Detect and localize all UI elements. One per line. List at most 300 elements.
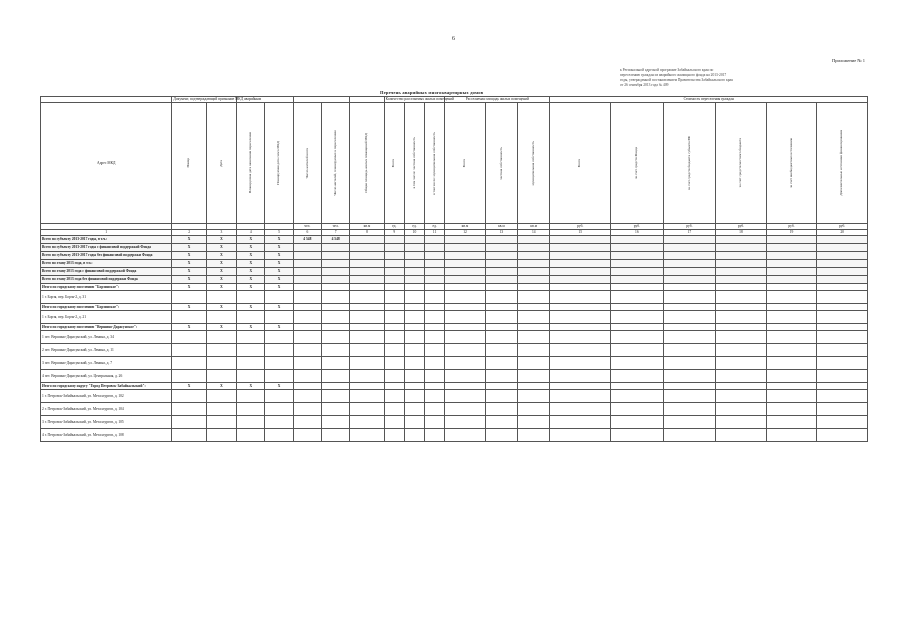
table-cell — [293, 244, 321, 252]
table-cell — [445, 344, 485, 357]
table-cell: X — [237, 268, 265, 276]
approval-line: от 26 сентября 2013 года № 409 — [620, 83, 669, 87]
column-header — [237, 103, 265, 224]
table-cell — [404, 357, 424, 370]
table-cell — [550, 284, 611, 291]
table-cell — [425, 357, 445, 370]
table-row — [41, 311, 868, 324]
row-label: Всего по этапу 2013 года, в т.ч.: — [41, 260, 172, 268]
table-cell — [716, 383, 767, 390]
table-cell — [293, 383, 321, 390]
table-cell — [293, 304, 321, 311]
table-cell — [350, 276, 384, 284]
column-header-label: Планируемая дата окончания переселения — [247, 132, 252, 194]
table-cell — [611, 291, 664, 304]
table-cell — [550, 244, 611, 252]
row-label: Итого по городскому поселению "Вершино-Дарасунское": — [41, 324, 172, 331]
table-cell — [766, 324, 817, 331]
table-cell — [350, 344, 384, 357]
table-cell: X — [206, 236, 236, 244]
table-cell — [716, 324, 767, 331]
table-cell — [663, 244, 716, 252]
table-cell — [425, 268, 445, 276]
table-cell — [445, 260, 485, 268]
table-cell — [766, 416, 817, 429]
table-cell — [766, 291, 817, 304]
summary-row — [41, 324, 868, 331]
unit-cell: руб. — [716, 224, 767, 230]
row-label: 1 г. Петровск-Забайкальский, ул. Металлургов, д. 102 — [41, 390, 172, 403]
table-cell — [518, 390, 550, 403]
index-cell: 11 — [425, 230, 445, 236]
table-cell — [611, 236, 664, 244]
index-cell: 15 — [550, 230, 611, 236]
table-cell — [611, 403, 664, 416]
table-cell — [550, 416, 611, 429]
table-cell: X — [265, 236, 293, 244]
table-cell — [445, 383, 485, 390]
table-cell — [265, 390, 293, 403]
index-cell: 12 — [445, 230, 485, 236]
table-cell — [384, 429, 404, 442]
table-cell — [265, 344, 293, 357]
table-cell — [663, 252, 716, 260]
table-cell — [663, 236, 716, 244]
table-cell — [716, 403, 767, 416]
table-cell — [321, 291, 349, 304]
unit-cell: руб. — [550, 224, 611, 230]
table-cell — [766, 429, 817, 442]
table-cell — [663, 276, 716, 284]
table-cell — [265, 370, 293, 383]
unit-cell: ед. — [404, 224, 424, 230]
table-cell — [817, 403, 868, 416]
table-cell — [550, 357, 611, 370]
table-cell — [265, 331, 293, 344]
table-cell — [716, 244, 767, 252]
table-cell — [550, 403, 611, 416]
table-cell — [766, 284, 817, 291]
unit-cell: ед. — [384, 224, 404, 230]
table-cell — [321, 403, 349, 416]
row-label: 3 пгт. Вершино-Дарасунский, ул. Ленина, д. 7 — [41, 357, 172, 370]
table-cell — [350, 304, 384, 311]
table-cell — [716, 276, 767, 284]
table-cell — [550, 291, 611, 304]
table-cell — [766, 403, 817, 416]
table-cell — [206, 429, 236, 442]
table-cell — [321, 244, 349, 252]
table-cell — [384, 370, 404, 383]
table-row — [41, 370, 868, 383]
table-cell — [321, 390, 349, 403]
table-cell — [172, 416, 206, 429]
table-cell: X — [206, 268, 236, 276]
table-cell — [817, 304, 868, 311]
table-cell — [716, 429, 767, 442]
table-cell — [611, 284, 664, 291]
table-cell — [611, 324, 664, 331]
table-cell — [293, 357, 321, 370]
table-cell — [550, 324, 611, 331]
column-header-label: Число жителей, планируемых к переселению — [332, 130, 337, 196]
table-cell — [518, 236, 550, 244]
table-cell — [766, 383, 817, 390]
table-cell: X — [237, 236, 265, 244]
table-cell — [404, 390, 424, 403]
row-label: Всего по субъекту 2013-2017 годы без финансовой поддержки Фонда — [41, 252, 172, 260]
header-rooms-group: Количество расселяемых жилых помещений — [385, 97, 454, 102]
table-cell — [237, 390, 265, 403]
table-cell — [518, 311, 550, 324]
table-cell — [404, 252, 424, 260]
row-label: Всего по этапу 2013 года без финансовой поддержки Фонда — [41, 276, 172, 284]
table-cell — [293, 390, 321, 403]
row-label: Всего по субъекту 2013-2017 годы с финансовой поддержкой Фонда — [41, 244, 172, 252]
table-cell — [817, 244, 868, 252]
table-cell: X — [237, 284, 265, 291]
table-cell — [716, 268, 767, 276]
table-cell — [350, 260, 384, 268]
unit-cell: чел. — [293, 224, 321, 230]
row-label: 2 г. Петровск-Забайкальский, ул. Металлургов, д. 104 — [41, 403, 172, 416]
column-header-label: Общая площадь жилых помещений МКД — [364, 133, 369, 193]
table-cell — [321, 370, 349, 383]
row-label: 1 г. Борзя, пер. Борзя-2, д. 21 — [41, 311, 172, 324]
index-cell: 6 — [293, 230, 321, 236]
table-cell: X — [237, 324, 265, 331]
table-cell — [425, 291, 445, 304]
table-cell — [350, 268, 384, 276]
table-cell — [445, 403, 485, 416]
table-cell — [663, 311, 716, 324]
table-cell — [425, 236, 445, 244]
summary-row — [41, 236, 868, 244]
column-header-label: муниципальная собственность — [530, 140, 535, 186]
table-cell — [611, 252, 664, 260]
table-cell — [817, 357, 868, 370]
table-cell — [485, 291, 517, 304]
table-cell — [425, 311, 445, 324]
table-cell — [611, 429, 664, 442]
table-cell — [384, 311, 404, 324]
unit-cell: кв.м — [485, 224, 517, 230]
table-cell — [716, 357, 767, 370]
table-cell: X — [172, 276, 206, 284]
table-cell — [425, 390, 445, 403]
column-header-label: Дополнительные источники финансирования — [839, 130, 844, 196]
table-cell — [293, 260, 321, 268]
table-cell — [445, 236, 485, 244]
table-cell — [445, 276, 485, 284]
table-cell — [518, 244, 550, 252]
index-cell: 2 — [172, 230, 206, 236]
table-cell — [611, 276, 664, 284]
table-cell — [293, 324, 321, 331]
table-cell — [350, 324, 384, 331]
table-cell — [237, 291, 265, 304]
table-cell — [293, 311, 321, 324]
table-cell — [350, 331, 384, 344]
table-cell: X — [265, 304, 293, 311]
table-cell — [817, 416, 868, 429]
unit-cell: руб. — [766, 224, 817, 230]
table-cell — [817, 390, 868, 403]
index-cell: 1 — [41, 230, 172, 236]
table-cell — [404, 276, 424, 284]
table-cell — [518, 370, 550, 383]
table-cell: X — [206, 284, 236, 291]
table-row — [41, 416, 868, 429]
table-cell — [350, 383, 384, 390]
table-cell — [321, 429, 349, 442]
table-cell — [716, 291, 767, 304]
table-cell — [817, 236, 868, 244]
table-cell — [766, 344, 817, 357]
column-header-label: в том числе: муниципальная собственность — [431, 131, 436, 195]
summary-row — [41, 244, 868, 252]
table-cell — [206, 403, 236, 416]
table-cell — [425, 324, 445, 331]
table-cell: X — [172, 268, 206, 276]
table-cell — [518, 268, 550, 276]
table-cell — [518, 331, 550, 344]
table-cell — [206, 331, 236, 344]
table-cell — [237, 311, 265, 324]
table-cell — [237, 403, 265, 416]
table-cell: 4 548 — [321, 236, 349, 244]
table-cell — [425, 304, 445, 311]
table-cell — [518, 291, 550, 304]
table-cell — [663, 370, 716, 383]
table-body — [41, 236, 868, 442]
table-cell — [663, 383, 716, 390]
unit-cell: руб. — [663, 224, 716, 230]
table-cell — [550, 268, 611, 276]
table-cell — [350, 244, 384, 252]
index-cell: 5 — [265, 230, 293, 236]
table-cell — [445, 284, 485, 291]
table-cell — [518, 383, 550, 390]
table-cell — [518, 284, 550, 291]
unit-cell: чел. — [321, 224, 349, 230]
table-cell — [716, 284, 767, 291]
table-cell — [550, 276, 611, 284]
table-cell — [404, 370, 424, 383]
table-cell — [550, 331, 611, 344]
column-header-label: за счет средств бюджета субъекта РФ — [686, 136, 691, 190]
table-cell — [550, 311, 611, 324]
table-cell — [206, 291, 236, 304]
table-cell — [384, 291, 404, 304]
column-header — [766, 103, 817, 224]
table-cell — [550, 252, 611, 260]
table-cell — [384, 357, 404, 370]
table-cell — [611, 244, 664, 252]
table-cell — [265, 416, 293, 429]
table-cell — [445, 390, 485, 403]
table-cell — [518, 260, 550, 268]
table-cell — [485, 390, 517, 403]
table-cell — [611, 344, 664, 357]
table-cell — [485, 276, 517, 284]
table-cell — [445, 268, 485, 276]
table-cell: X — [237, 244, 265, 252]
table-cell — [766, 252, 817, 260]
column-header — [293, 103, 321, 224]
table-cell — [172, 370, 206, 383]
table-cell — [350, 416, 384, 429]
summary-row — [41, 268, 868, 276]
table-cell — [663, 260, 716, 268]
table-cell — [611, 390, 664, 403]
table-cell — [293, 331, 321, 344]
table-cell — [350, 390, 384, 403]
table-cell — [265, 403, 293, 416]
column-header — [663, 103, 716, 224]
table-cell — [404, 311, 424, 324]
row-label: 3 г. Петровск-Забайкальский, ул. Металлургов, д. 105 — [41, 416, 172, 429]
table-cell — [550, 304, 611, 311]
column-header-label: за счет средств Фонда — [634, 147, 639, 179]
table-cell — [321, 276, 349, 284]
table-cell — [716, 252, 767, 260]
table-cell — [817, 311, 868, 324]
table-cell: X — [206, 276, 236, 284]
index-cell: 19 — [766, 230, 817, 236]
table-cell — [293, 344, 321, 357]
table-cell — [518, 416, 550, 429]
summary-row — [41, 304, 868, 311]
table-cell — [265, 291, 293, 304]
index-cell: 9 — [384, 230, 404, 236]
table-cell — [445, 429, 485, 442]
table-cell — [485, 429, 517, 442]
table-cell — [404, 268, 424, 276]
table-cell — [766, 304, 817, 311]
table-cell — [485, 344, 517, 357]
column-header-label: Всего — [577, 158, 582, 168]
table-cell — [445, 291, 485, 304]
table-cell — [404, 284, 424, 291]
table-cell — [716, 390, 767, 403]
unit-cell: кв.м — [518, 224, 550, 230]
header-row — [41, 103, 868, 224]
table-cell — [321, 252, 349, 260]
header-area-group: Расселяемая площадь жилых помещений — [445, 97, 550, 103]
table-cell — [663, 324, 716, 331]
table-cell — [485, 416, 517, 429]
table-cell — [445, 331, 485, 344]
table-cell — [404, 291, 424, 304]
table-cell — [716, 260, 767, 268]
table-cell — [550, 383, 611, 390]
table-cell — [716, 331, 767, 344]
summary-row — [41, 276, 868, 284]
table-cell — [404, 324, 424, 331]
table-cell — [485, 244, 517, 252]
table-cell — [404, 244, 424, 252]
table-cell — [350, 252, 384, 260]
table-cell — [384, 244, 404, 252]
column-header-label: Число жителей всего — [304, 147, 309, 179]
table-cell — [518, 357, 550, 370]
table-cell: X — [172, 236, 206, 244]
table-cell — [518, 344, 550, 357]
table-cell — [445, 311, 485, 324]
table-cell — [663, 304, 716, 311]
table-cell — [817, 291, 868, 304]
column-header — [716, 103, 767, 224]
table-cell — [817, 284, 868, 291]
table-cell — [550, 260, 611, 268]
table-cell — [485, 403, 517, 416]
table-cell — [293, 429, 321, 442]
table-cell — [611, 357, 664, 370]
table-cell: X — [265, 260, 293, 268]
table-cell — [425, 244, 445, 252]
table-cell — [766, 331, 817, 344]
table-cell — [518, 304, 550, 311]
approval-line: годы, утвержденной постановлением Правительства Забайкальского края — [620, 78, 733, 82]
table-cell — [384, 268, 404, 276]
index-cell: 18 — [716, 230, 767, 236]
table-cell — [445, 304, 485, 311]
table-cell — [663, 390, 716, 403]
table-cell — [817, 331, 868, 344]
table-cell: X — [172, 324, 206, 331]
table-cell: X — [237, 260, 265, 268]
table-cell — [404, 331, 424, 344]
table-cell — [663, 429, 716, 442]
table-cell — [663, 331, 716, 344]
table-cell — [350, 357, 384, 370]
table-cell — [518, 276, 550, 284]
table-cell — [293, 268, 321, 276]
table-cell — [485, 331, 517, 344]
table-cell — [611, 370, 664, 383]
table-cell — [321, 383, 349, 390]
table-cell — [293, 252, 321, 260]
table-cell — [237, 370, 265, 383]
table-cell — [206, 390, 236, 403]
table-cell — [550, 429, 611, 442]
table-cell — [237, 344, 265, 357]
table-cell — [663, 403, 716, 416]
index-cell: 8 — [350, 230, 384, 236]
index-cell: 16 — [611, 230, 664, 236]
table-cell — [404, 304, 424, 311]
table-cell — [817, 370, 868, 383]
column-header — [384, 103, 404, 224]
table-cell — [611, 260, 664, 268]
table-cell — [172, 331, 206, 344]
table-cell — [550, 344, 611, 357]
table-cell — [404, 403, 424, 416]
table-cell: X — [206, 244, 236, 252]
table-cell — [766, 268, 817, 276]
table-cell — [321, 357, 349, 370]
column-header — [425, 103, 445, 224]
column-header-label: за счет внебюджетных источников — [788, 138, 793, 188]
table-cell — [663, 344, 716, 357]
appendix-label: Приложение № 1 — [832, 58, 865, 63]
column-header-label: Всего — [462, 158, 467, 168]
table-cell — [237, 429, 265, 442]
table-cell — [518, 252, 550, 260]
row-label: 4 г. Петровск-Забайкальский, ул. Металлургов, д. 108 — [41, 429, 172, 442]
table-cell — [321, 416, 349, 429]
